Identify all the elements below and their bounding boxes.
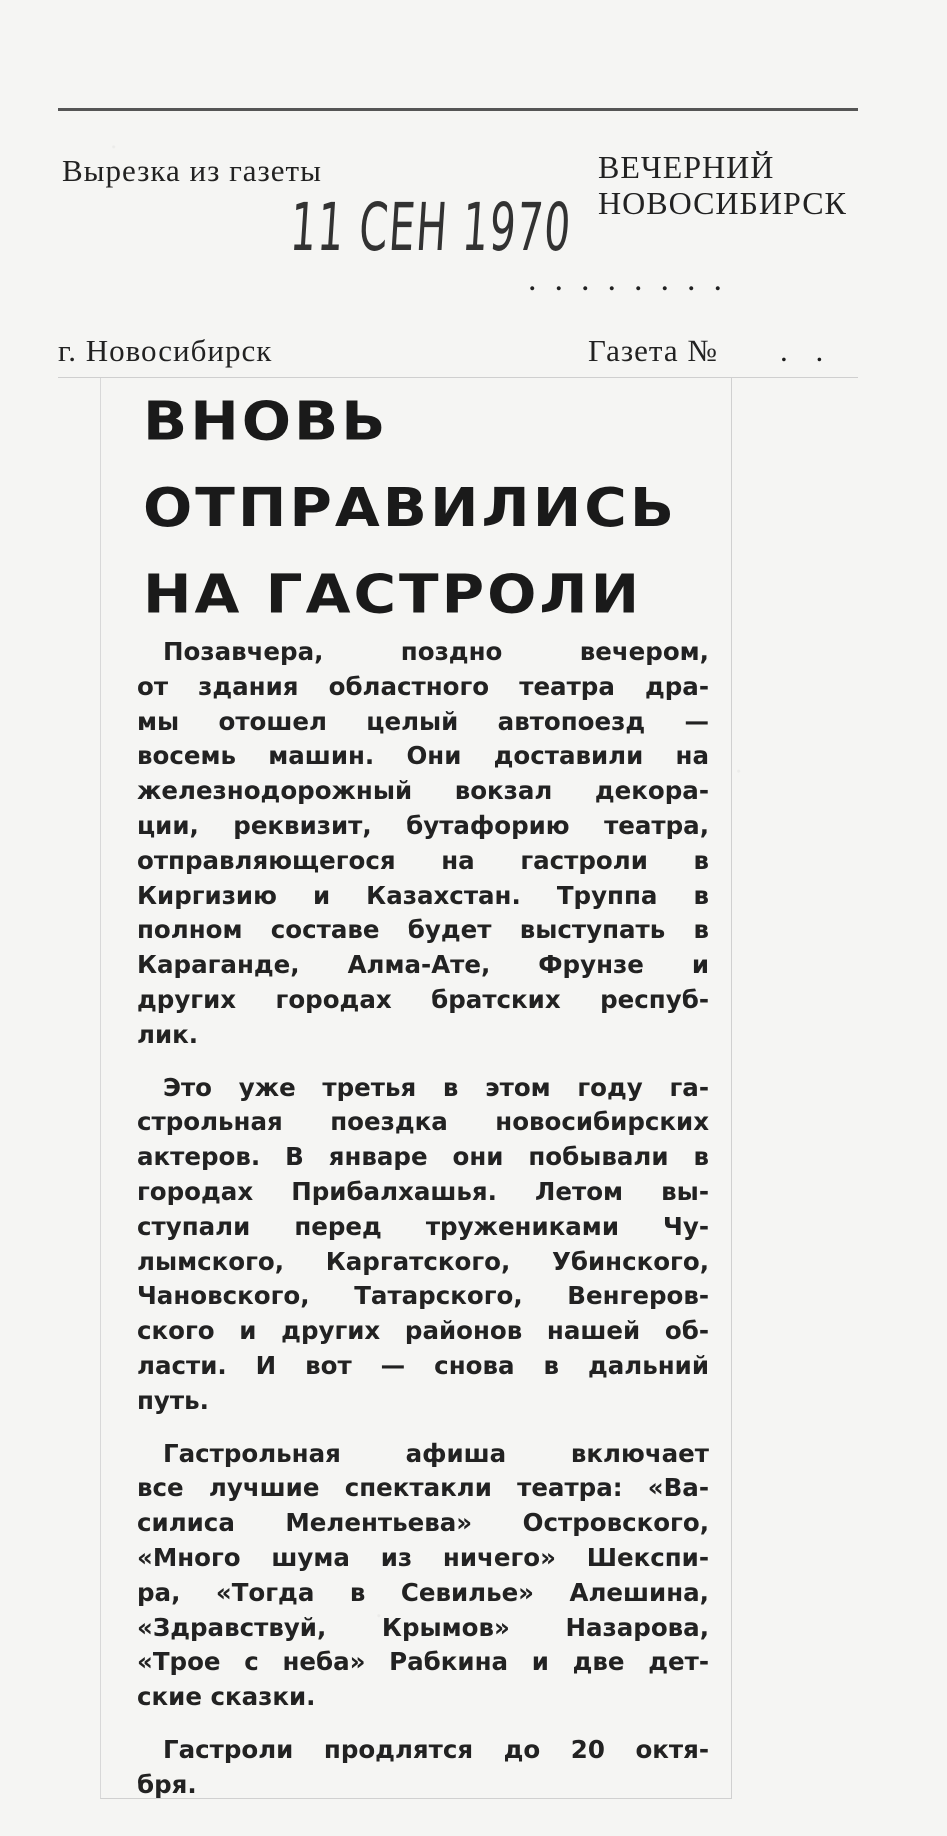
article-line: отправляющегося на гастроли в: [137, 845, 709, 875]
article-paragraph: [137, 1071, 709, 1419]
article-line: «Много шума из ничего» Шекспи-: [137, 1542, 709, 1572]
article-line: полном составе будет выступать в: [137, 915, 709, 945]
article-paragraph: [137, 1733, 709, 1803]
date-dots: ........: [528, 261, 740, 298]
article-line: Караганде, Алма-Ате, Фрунзе и: [137, 950, 709, 980]
article-body: [137, 635, 709, 1821]
article-line: путь.: [137, 1385, 209, 1415]
newspaper-name-line2: НОВОСИБИРСК: [598, 185, 847, 221]
article-line: ра, «Тогда в Севилье» Алешина,: [137, 1577, 709, 1607]
article-headline: [143, 378, 723, 637]
article-line: «Здравствуй, Крымов» Назарова,: [137, 1612, 709, 1642]
article-line: железнодорожный вокзал декора-: [137, 776, 709, 806]
article-paragraph: [137, 635, 709, 1053]
article-line: Киргизию и Казахстан. Труппа в: [137, 880, 709, 910]
article-line: актеров. В январе они побывали в: [137, 1142, 709, 1172]
article-line: мы отошел целый автопоезд —: [137, 706, 709, 736]
article-line: строльная поездка новосибирских: [137, 1107, 709, 1137]
article-line: Гастрольная афиша включает: [163, 1438, 709, 1468]
city-label: г. Новосибирск: [58, 333, 273, 368]
article-line: все лучшие спектакли театра: «Ва-: [137, 1473, 709, 1503]
article-line: Это уже третья в этом году га-: [163, 1072, 709, 1102]
article-line: бря.: [137, 1769, 197, 1799]
article-line: городах Прибалхашья. Летом вы-: [137, 1176, 709, 1206]
clipping-label: Вырезка из газеты: [62, 153, 322, 188]
clipping-header-slip: [58, 108, 858, 378]
article-line: ласти. И вот — снова в дальний: [137, 1350, 709, 1380]
headline-line: ОТПРАВИЛИСЬ: [143, 476, 678, 539]
newspaper-name: [598, 149, 847, 221]
article-line: ступали перед тружениками Чу-: [137, 1211, 709, 1241]
article-line: Позавчера, поздно вечером,: [163, 637, 709, 666]
article-paragraph: [137, 1437, 709, 1715]
date-stamp: 11 СЕН 1970: [287, 189, 575, 266]
article-line: восемь машин. Они доставили на: [137, 741, 709, 771]
article-line: Гастроли продлятся до 20 октя-: [163, 1734, 709, 1764]
article-line: ции, реквизит, бутафорию театра,: [137, 810, 709, 840]
article-line: лымского, Каргатского, Убинского,: [137, 1246, 709, 1276]
headline-line: НА ГАСТРОЛИ: [143, 562, 643, 626]
article-line: лик.: [137, 1019, 199, 1049]
article-clipping: [100, 378, 732, 1799]
article-line: ского и других районов нашей об-: [137, 1316, 709, 1346]
article-line: «Трое с неба» Рабкина и две дет-: [137, 1647, 709, 1677]
newspaper-name-line1: ВЕЧЕРНИЙ: [598, 149, 775, 185]
article-line: Чановского, Татарского, Венгеров-: [137, 1281, 709, 1311]
article-line: других городах братских респуб-: [137, 984, 709, 1014]
issue-dots: . .: [780, 333, 834, 368]
article-line: ские сказки.: [137, 1682, 316, 1712]
article-line: силиса Мелентьева» Островского,: [137, 1508, 709, 1538]
article-line: от здания областного театра дра-: [137, 671, 709, 701]
headline-line: ВНОВЬ: [143, 389, 389, 453]
issue-label: Газета №: [588, 333, 718, 368]
